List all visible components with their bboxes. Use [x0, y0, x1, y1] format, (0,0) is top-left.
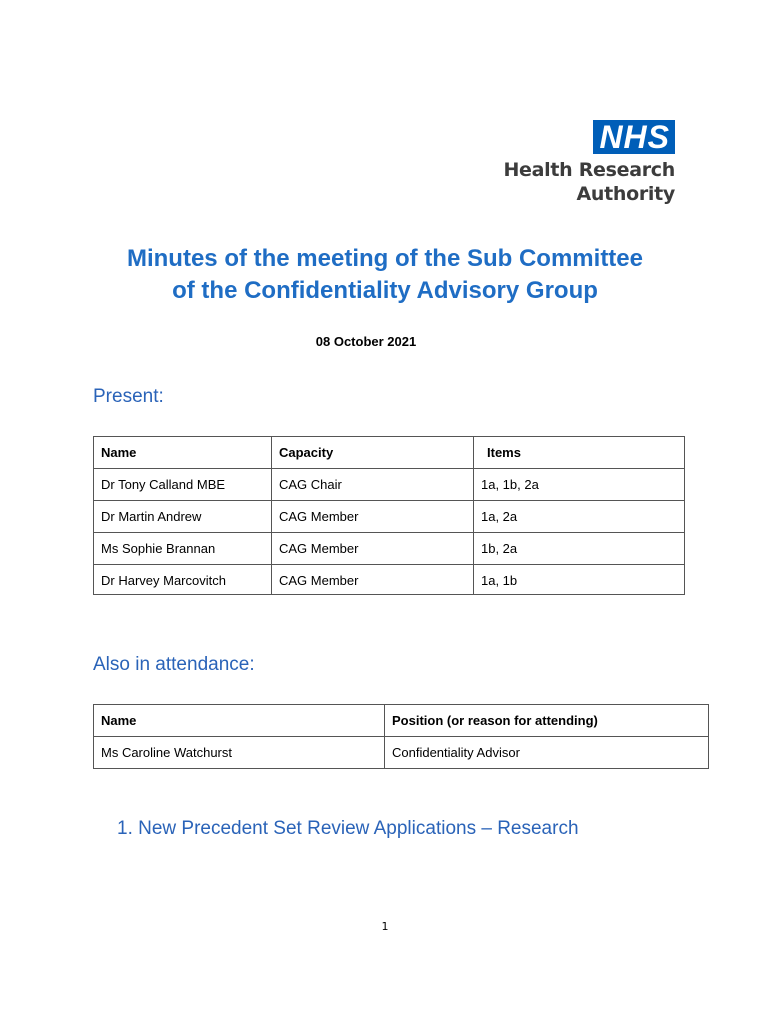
table-header-row	[94, 437, 685, 469]
cell-name: Dr Harvey Marcovitch	[94, 565, 272, 595]
cell-position: Confidentiality Advisor	[385, 737, 709, 769]
cell-capacity: CAG Chair	[272, 469, 474, 501]
header-name: Name	[94, 437, 272, 469]
present-heading: Present:	[93, 386, 164, 407]
table-header-row	[94, 705, 709, 737]
present-table	[93, 436, 685, 595]
table-row	[94, 533, 685, 565]
cell-items: 1a, 1b, 2a	[474, 469, 685, 501]
logo-line-2: Authority	[576, 183, 675, 205]
cell-capacity: CAG Member	[272, 501, 474, 533]
nhs-logo-box: NHS	[593, 120, 675, 154]
cell-items: 1a, 2a	[474, 501, 685, 533]
attendance-heading: Also in attendance:	[93, 654, 255, 675]
header-capacity: Capacity	[272, 437, 474, 469]
table-row	[94, 737, 709, 769]
cell-items: 1b, 2a	[474, 533, 685, 565]
cell-name: Ms Caroline Watchurst	[94, 737, 385, 769]
header-items: Items	[474, 437, 685, 469]
table-row	[94, 501, 685, 533]
table-row	[94, 469, 685, 501]
cell-capacity: CAG Member	[272, 533, 474, 565]
attendance-table	[93, 704, 709, 769]
cell-name: Dr Tony Calland MBE	[94, 469, 272, 501]
document-title	[60, 243, 710, 307]
logo-line-1: Health Research	[503, 159, 675, 181]
cell-name: Dr Martin Andrew	[94, 501, 272, 533]
cell-name: Ms Sophie Brannan	[94, 533, 272, 565]
cell-items: 1a, 1b	[474, 565, 685, 595]
header-name: Name	[94, 705, 385, 737]
cell-capacity: CAG Member	[272, 565, 474, 595]
page-number: 1	[381, 920, 389, 933]
header-position: Position (or reason for attending)	[385, 705, 709, 737]
nhs-hra-logo	[485, 120, 675, 206]
table-row	[94, 565, 685, 595]
meeting-date: 08 October 2021	[315, 334, 417, 349]
title-line-1: Minutes of the meeting of the Sub Committee	[126, 245, 643, 272]
section-1-heading: 1. New Precedent Set Review Applications – Research	[117, 818, 579, 839]
logo-text	[485, 158, 675, 206]
title-line-2: of the Confidentiality Advisory Group	[172, 277, 598, 304]
